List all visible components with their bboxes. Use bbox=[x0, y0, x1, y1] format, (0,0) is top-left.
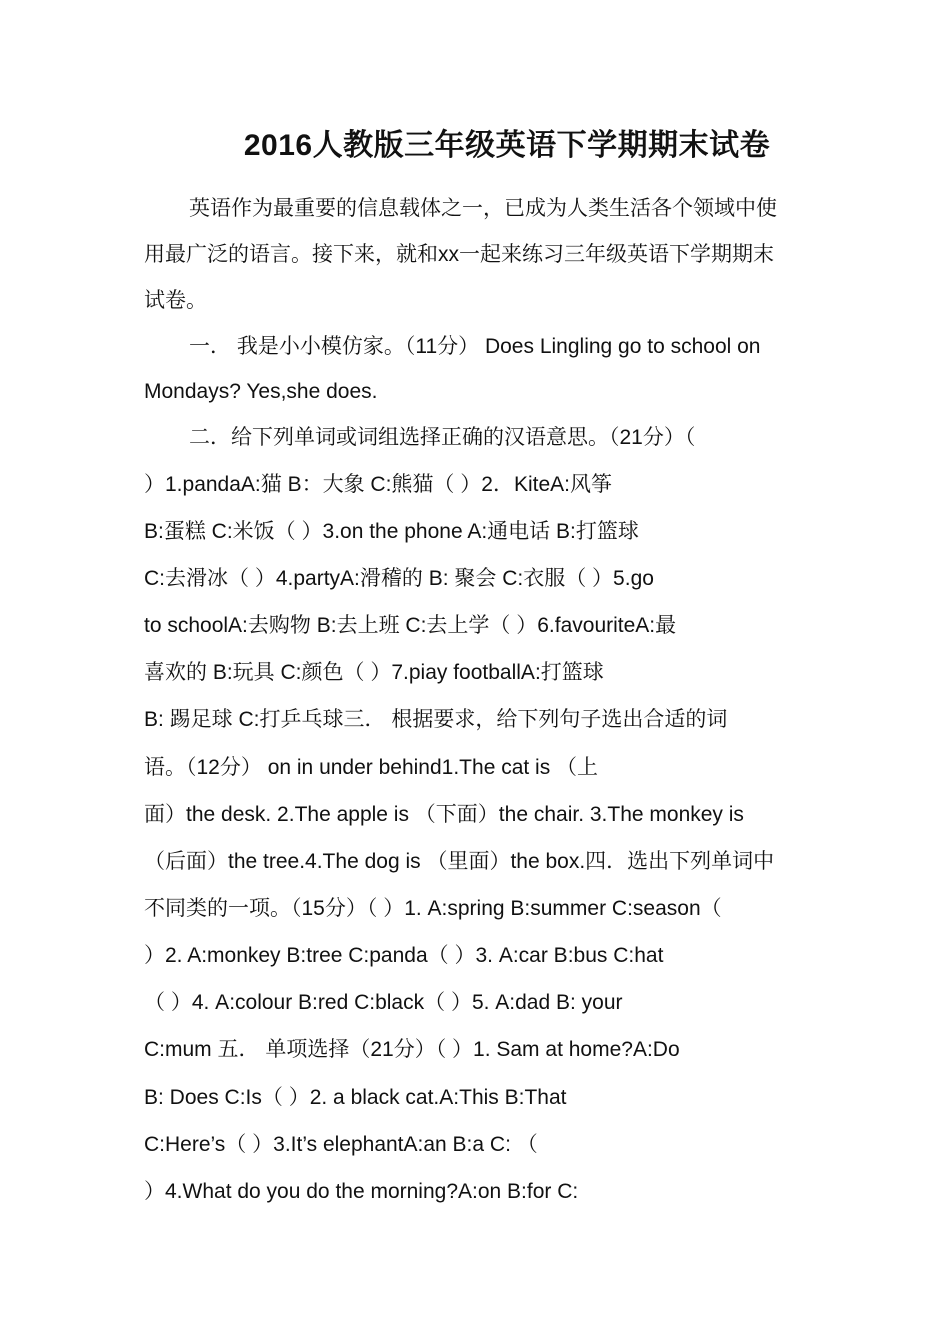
section-2-heading: 二．给下列单词或词组选择正确的汉语意思。（21分）（ bbox=[189, 426, 696, 449]
body-line: B:蛋糕 C:米饭（ ）3.on the phone A:通电话 B:打篮球 bbox=[144, 520, 639, 543]
body-line: 喜欢的 B:玩具 C:颜色（ ）7.piay footballA:打篮球 bbox=[144, 661, 604, 684]
body-line: 不同类的一项。（15分）（ ）1. A:spring B:summer C:season（ bbox=[144, 897, 722, 920]
section-1-line-1: 一． 我是小小模仿家。（11分） Does Lingling go to school on bbox=[189, 335, 761, 358]
body-line: 面）the desk. 2.The apple is （下面）the chair. 3.The monkey is bbox=[144, 803, 744, 826]
intro-line-3: 试卷。 bbox=[144, 289, 207, 312]
intro-line-1: 英语作为最重要的信息载体之一，已成为人类生活各个领域中使 bbox=[189, 197, 777, 220]
body-line: ）2. A:monkey B:tree C:panda（ ）3. A:car B:bus C:hat bbox=[144, 944, 664, 967]
body-line: ）4.What do you do the morning?A:on B:for C: bbox=[144, 1180, 579, 1203]
document-title: 2016人教版三年级英语下学期期末试卷 bbox=[243, 129, 771, 162]
body-line: C:mum 五． 单项选择（21分）（ ）1. Sam at home?A:Do bbox=[144, 1038, 680, 1061]
intro-line-2: 用最广泛的语言。接下来，就和xx一起来练习三年级英语下学期期末 bbox=[144, 243, 774, 266]
body-line: B: Does C:Is（ ）2. a black cat.A:This B:That bbox=[144, 1086, 567, 1109]
body-line: ）1.pandaA:猫 B：大象 C:熊猫（ ）2．KiteA:风筝 bbox=[144, 473, 612, 496]
body-line: to schoolA:去购物 B:去上班 C:去上学（ ）6.favouriteA:最 bbox=[144, 614, 677, 637]
body-line: C:去滑冰（ ）4.partyA:滑稽的 B: 聚会 C:衣服（ ）5.go bbox=[144, 567, 654, 590]
body-line: B: 踢足球 C:打乒乓球三． 根据要求，给下列句子选出合适的词 bbox=[144, 708, 728, 731]
body-line: C:Here’s（ ）3.It’s elephantA:an B:a C: （ bbox=[144, 1133, 538, 1156]
body-line: 语。（12分） on in under behind1.The cat is （上 bbox=[144, 756, 599, 779]
body-line: （后面）the tree.4.The dog is （里面）the box.四．选出下列单词中 bbox=[144, 850, 775, 873]
body-line: （ ）4. A:colour B:red C:black（ ）5. A:dad B: your bbox=[144, 991, 623, 1014]
section-1-line-2: Mondays? Yes,she does. bbox=[144, 380, 378, 403]
